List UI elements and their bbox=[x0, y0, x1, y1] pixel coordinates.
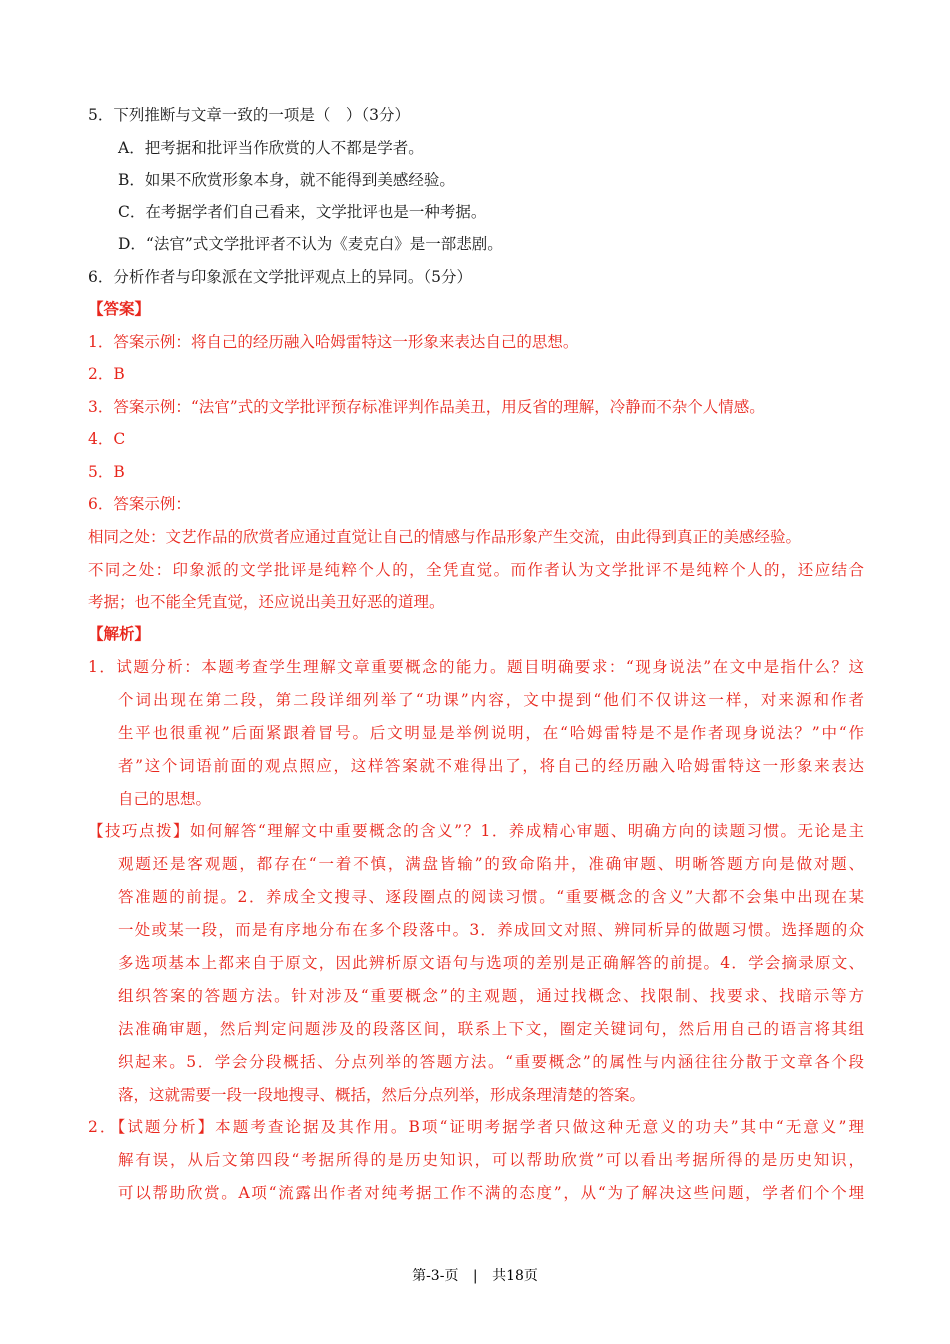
analysis-1-line: 者”这个词语前面的观点照应，这样答案就不难得出了，将自己的经历融入哈姆雷特这一形象来表达 bbox=[118, 757, 864, 775]
tips-line: 观题还是客观题，都存在“一着不慎，满盘皆输”的致命陷井，准确审题、明晰答题方向是做对题、 bbox=[118, 855, 864, 873]
answer-5: 5．B bbox=[88, 463, 125, 481]
question-5: 5．下列推断与文章一致的一项是（ ）（3分） bbox=[88, 106, 410, 124]
tips-line: 组织答案的答题方法。针对涉及“重要概念”的主观题，通过找概念、找限制、找要求、找暗示等方 bbox=[118, 987, 864, 1005]
answer-heading: 【答案】 bbox=[88, 299, 151, 318]
analysis-2-line: 2．【试题分析】本题考查论据及其作用。B项“证明考据学者只做这种无意义的功夫”其中“无意义”理 bbox=[88, 1118, 864, 1136]
answer-1: 1．答案示例：将自己的经历融入哈姆雷特这一形象来表达自己的思想。 bbox=[88, 333, 579, 351]
tips-line: 答准题的前提。2．养成全文搜寻、逐段圈点的阅读习惯。“重要概念的含义”大都不会集中出现在某 bbox=[118, 888, 864, 906]
page-number: 第-3-页 bbox=[412, 1268, 459, 1284]
page-footer bbox=[0, 1266, 950, 1286]
q5-option-a: A．把考据和批评当作欣赏的人不都是学者。 bbox=[118, 139, 424, 157]
analysis-1-line: 自己的思想。 bbox=[118, 790, 212, 808]
analysis-2-line: 可以帮助欣赏。A项“流露出作者对纯考据工作不满的态度”，从“为了解决这些问题，学者们个个埋 bbox=[118, 1184, 864, 1202]
tips-line: 落，这就需要一段一段地搜寻、概括，然后分点列举，形成条理清楚的答案。 bbox=[118, 1086, 646, 1104]
answer-3: 3．答案示例：“法官”式的文学批评预存标准评判作品美丑，用反省的理解，冷静而不杂个人情感。 bbox=[88, 398, 765, 416]
answer-2: 2．B bbox=[88, 365, 125, 383]
analysis-heading: 【解析】 bbox=[88, 624, 151, 643]
q5-option-b: B．如果不欣赏形象本身，就不能得到美感经验。 bbox=[118, 171, 455, 189]
analysis-1-line: 1．试题分析：本题考查学生理解文章重要概念的能力。题目明确要求：“现身说法”在文中是指什么？这 bbox=[88, 658, 864, 676]
answer-6: 6．答案示例： bbox=[88, 495, 191, 513]
analysis-1-line: 生平也很重视”后面紧跟着冒号。后文明显是举例说明，在“哈姆雷特是不是作者现身说法？”中“作 bbox=[118, 724, 864, 742]
q5-option-d: D．“法官”式文学批评者不认为《麦克白》是一部悲剧。 bbox=[118, 235, 503, 253]
tips-line: 一处或某一段，而是有序地分布在多个段落中。3．养成回文对照、辨同析异的做题习惯。选择题的众 bbox=[118, 921, 864, 939]
analysis-1-line: 个词出现在第二段，第二段详细列举了“功课”内容，文中提到“他们不仅讲这一样，对来源和作者 bbox=[118, 691, 864, 709]
answer-6-diff-line-2: 考据；也不能全凭直觉，还应说出美丑好恶的道理。 bbox=[88, 593, 445, 611]
tips-line: 织起来。5．学会分段概括、分点列举的答题方法。“重要概念”的属性与内涵往往分散于文章各个段 bbox=[118, 1053, 864, 1071]
q5-option-c: C．在考据学者们自己看来，文学批评也是一种考据。 bbox=[118, 203, 487, 221]
tips-line: 【技巧点拨】如何解答“理解文中重要概念的含义”？1．养成精心审题、明确方向的读题习惯。无论是主 bbox=[88, 822, 864, 840]
answer-6-diff-line-1: 不同之处：印象派的文学批评是纯粹个人的，全凭直觉。而作者认为文学批评不是纯粹个人的，还应结合 bbox=[88, 561, 864, 579]
analysis-2-line: 解有误，从后文第四段“考据所得的是历史知识，可以帮助欣赏”可以看出考据所得的是历史知识， bbox=[118, 1151, 864, 1169]
tips-line: 法准确审题，然后判定问题涉及的段落区间，联系上下文，圈定关键词句，然后用自己的语言将其组 bbox=[118, 1020, 864, 1038]
answer-4: 4．C bbox=[88, 430, 126, 448]
question-6: 6．分析作者与印象派在文学批评观点上的异同。（5分） bbox=[88, 268, 472, 286]
page-total: 共18页 bbox=[492, 1268, 538, 1284]
answer-6-same: 相同之处：文艺作品的欣赏者应通过直觉让自己的情感与作品形象产生交流，由此得到真正的美感经验。 bbox=[88, 528, 802, 546]
tips-line: 多选项基本上都来自于原文，因此辨析原文语句与选项的差别是正确解答的前提。4．学会摘录原文、 bbox=[118, 954, 864, 972]
footer-separator: | bbox=[472, 1268, 478, 1284]
